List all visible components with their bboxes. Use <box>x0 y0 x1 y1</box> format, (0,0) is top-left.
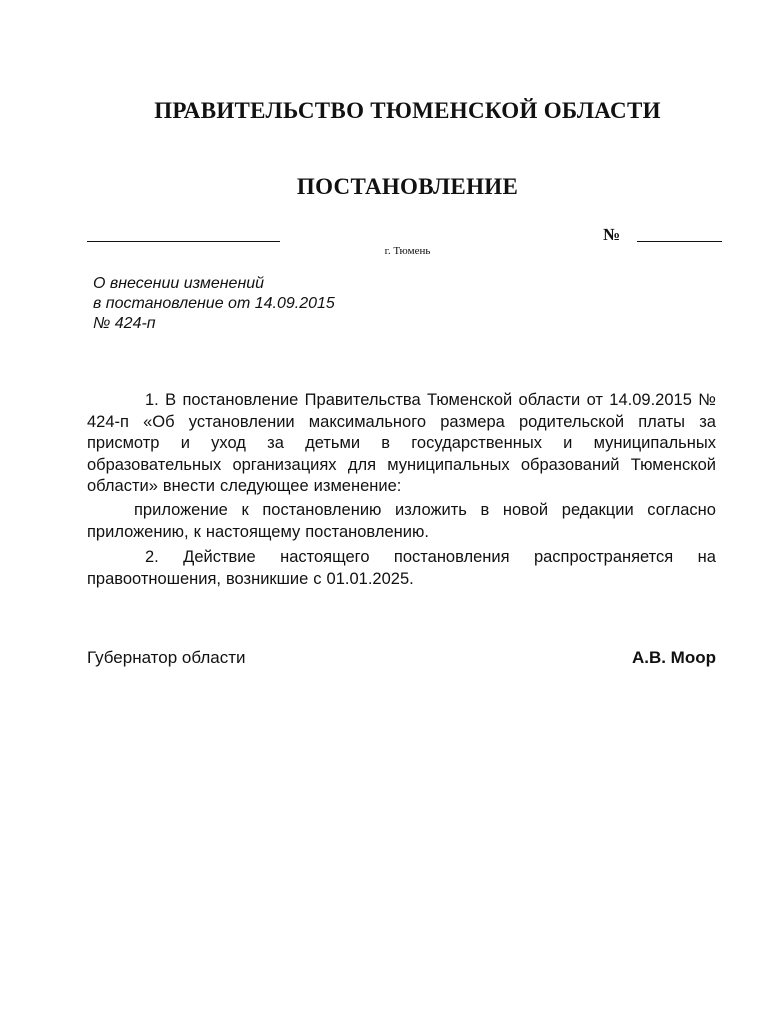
date-line <box>87 241 280 242</box>
authority-title: ПРАВИТЕЛЬСТВО ТЮМЕНСКОЙ ОБЛАСТИ <box>154 98 661 123</box>
word: платы <box>638 412 686 431</box>
word: в <box>480 501 490 519</box>
word: распространяется <box>533 548 674 566</box>
word: Правительства <box>304 391 421 409</box>
word: возникшие <box>225 569 309 588</box>
number-sign: № <box>603 225 621 244</box>
word: размера <box>440 412 505 431</box>
word: к <box>193 522 201 541</box>
line <box>87 547 716 569</box>
document-type: ПОСТАНОВЛЕНИЕ <box>296 174 519 199</box>
word: внести <box>162 477 215 496</box>
signature-position: Губернатор области <box>87 648 246 667</box>
word: образовательных <box>87 455 222 474</box>
word: муниципальных <box>593 434 716 453</box>
word: к <box>241 501 249 519</box>
word: для <box>347 455 377 474</box>
word: 1. <box>145 391 159 409</box>
word: постановления <box>393 548 510 566</box>
city: г. Тюмень <box>384 245 431 257</box>
word: детьми <box>305 434 361 453</box>
word: в <box>381 434 391 453</box>
word: за <box>267 434 284 453</box>
number-line <box>637 241 722 242</box>
word: образований <box>520 455 620 474</box>
word: области» <box>87 477 158 496</box>
word: родительской <box>518 412 625 431</box>
word: 14.09.2015 <box>609 391 692 409</box>
subject-line: № 424-п <box>93 315 156 332</box>
word: настоящему <box>205 522 301 541</box>
word: с <box>313 569 322 588</box>
word: постановление <box>182 391 299 409</box>
word: уход <box>211 434 246 453</box>
word: за <box>699 412 716 431</box>
word: изложить <box>395 501 467 519</box>
word: правоотношения, <box>87 569 221 588</box>
word: Действие <box>183 548 256 566</box>
word: Тюменской <box>426 391 513 409</box>
word: следующее <box>219 477 309 496</box>
word: максимального <box>308 412 427 431</box>
word: № <box>698 391 716 409</box>
word: 2. <box>145 548 159 566</box>
line <box>87 390 716 412</box>
word: изменение: <box>313 477 402 496</box>
line <box>87 500 716 522</box>
line <box>87 412 716 434</box>
paragraph-1 <box>87 390 716 498</box>
word: государственных <box>411 434 542 453</box>
word: 424-п <box>87 412 129 431</box>
line <box>87 433 716 455</box>
word: приложению, <box>87 522 189 541</box>
subject-block <box>93 274 335 334</box>
word: от <box>586 391 603 409</box>
word: установлении <box>188 412 295 431</box>
word: и <box>563 434 573 453</box>
word: новой <box>502 501 549 519</box>
word: и <box>180 434 190 453</box>
word: «Об <box>143 412 175 431</box>
subject-line: О внесении изменений <box>93 275 265 292</box>
word: муниципальных <box>387 455 510 474</box>
paragraph-2 <box>87 500 716 543</box>
paragraph-3 <box>87 547 716 590</box>
word: редакции <box>561 501 634 519</box>
word: В <box>165 391 177 409</box>
word: настоящего <box>280 548 370 566</box>
line <box>87 522 716 544</box>
signature-name: А.В. Моор <box>631 648 716 667</box>
word: присмотр <box>87 434 160 453</box>
word: на <box>697 548 716 566</box>
word: области <box>518 391 581 409</box>
word: организациях <box>232 455 337 474</box>
word: 01.01.2025. <box>326 569 414 588</box>
word: постановлению <box>262 501 382 519</box>
line <box>87 455 716 477</box>
word: постановлению. <box>305 522 429 541</box>
line <box>87 569 716 591</box>
word: согласно <box>647 501 716 519</box>
subject-line: в постановление от 14.09.2015 <box>93 295 335 312</box>
line <box>87 476 716 498</box>
word: Тюменской <box>630 455 716 474</box>
word: приложение <box>134 501 228 519</box>
